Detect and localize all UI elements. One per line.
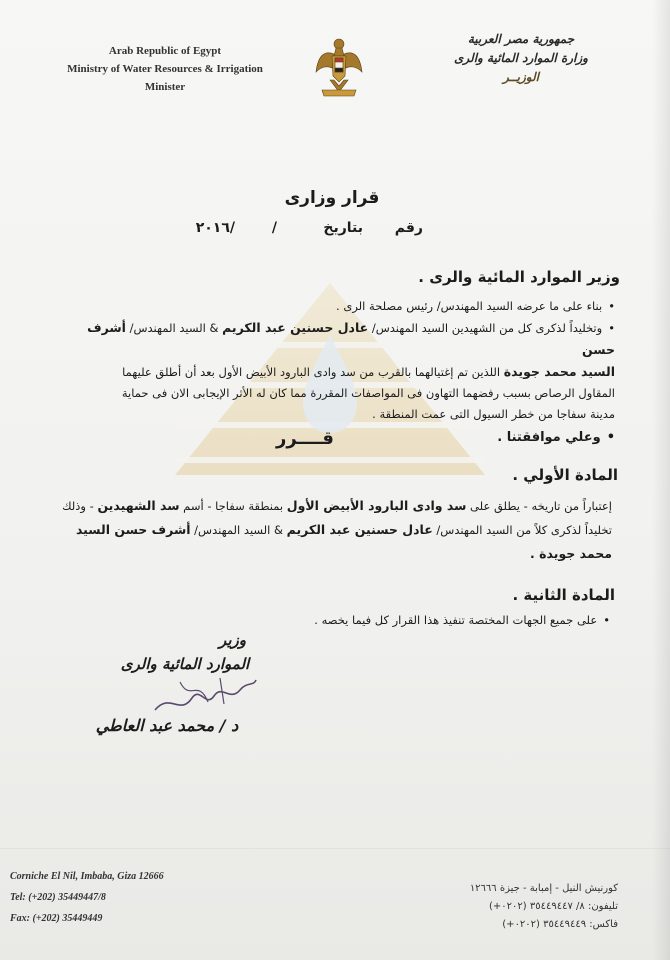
decision-word: قــــرر (276, 428, 334, 449)
approval-line: • وعلي موافقتنا . (55, 427, 615, 448)
intro-bullet-2: • وتخليداً لذكرى كل من الشهيدين السيد المهندس/ عادل حسنين عبد الكريم & السيد المهندس/ أشرف حسن (55, 317, 615, 361)
ministry-name-ar: وزارة الموارد المائية والرى (454, 51, 588, 65)
footer-english (10, 868, 164, 927)
arabic-letterhead (416, 30, 626, 87)
signature-title-line-2: الموارد المائية والرى (120, 655, 250, 673)
eagle-emblem-icon (314, 36, 364, 102)
signature-name: د / محمد عبد العاطي (95, 716, 239, 735)
country-name-ar: جمهورية مصر العربية (467, 32, 575, 46)
signature-title (120, 628, 250, 676)
minister-title-en: Minister (144, 81, 186, 93)
decree-title: قرار وزارى (284, 188, 380, 208)
intro-heading: وزير الموارد المائية والرى . (418, 268, 620, 286)
intro-line-4: المقاول الرصاص بسبب رفضهما التهاون فى المواصفات المقررة مما كان له الأثر الإيجابى الان فى حماية (121, 386, 615, 400)
footer-arabic (470, 880, 618, 934)
footer-divider (0, 848, 670, 849)
page-shadow (652, 0, 670, 960)
ministry-name-en: Ministry of Water Resources & Irrigation (67, 63, 263, 75)
article-1-text (52, 494, 612, 565)
intro-line-5: مدينة سفاجا من خطر السيول التى عمت المنطقة . (372, 407, 615, 421)
article-1-line-3: محمد جويدة . (530, 546, 612, 561)
decree-year: /٢٠١٦ (195, 220, 235, 236)
footer-fax-en: Fax: (+202) 35449449 (10, 913, 103, 924)
handwritten-signature (150, 672, 260, 722)
date-label: بتاريخ (323, 220, 363, 236)
intro-bullet-1: • بناء على ما عرضه السيد المهندس/ رئيس مصلحة الرى . (55, 296, 615, 317)
article-1-line-1: إعتباراً من تاريخه - يطلق على سد وادى البارود الأبيض الأول بمنطقة سفاجا - أسم سد الشهيدين - وذلك (62, 498, 612, 513)
article-1-heading: المادة الأولي . (512, 466, 618, 484)
article-2-line-1: • على جميع الجهات المختصة تنفيذ هذا القرار كل فيما يخصه . (50, 610, 610, 631)
footer-address-ar: كورنيش النيل - إمبابة - جيزة ١٢٦٦٦ (469, 883, 618, 894)
article-1-line-2: تخليداً لذكرى كلاً من السيد المهندس/ عادل حسنين عبد الكريم & السيد المهندس/ أشرف حسن السيد (75, 522, 612, 537)
footer-tel-ar: تليفون: ٨/ ٣٥٤٤٩٤٤٧ (٠٢٠٢+) (489, 901, 618, 912)
intro-paragraph (55, 296, 615, 448)
footer-tel-en: Tel: (+202) 35449447/8 (10, 892, 106, 903)
decree-number-date-row (190, 220, 425, 242)
date-slash: / (271, 220, 277, 236)
footer-fax-ar: فاكس: ٣٥٤٤٩٤٤٩ (٠٢٠٢+) (502, 919, 618, 930)
intro-line-3: السيد محمد جويدة اللذين تم إغتيالهما بالقرب من سد وادى البارود الأبيض الأول بعد أن أطلق عليهما (122, 364, 615, 379)
article-2-heading: المادة الثانية . (512, 586, 615, 604)
minister-title-ar: الوزيــر (503, 70, 539, 84)
country-name-en: Arab Republic of Egypt (108, 45, 222, 57)
signature-title-line-1: وزير (219, 631, 246, 649)
number-label: رقم (394, 220, 423, 236)
english-letterhead (50, 42, 280, 96)
footer-address-en: Corniche El Nil, Imbaba, Giza 12666 (10, 871, 164, 882)
